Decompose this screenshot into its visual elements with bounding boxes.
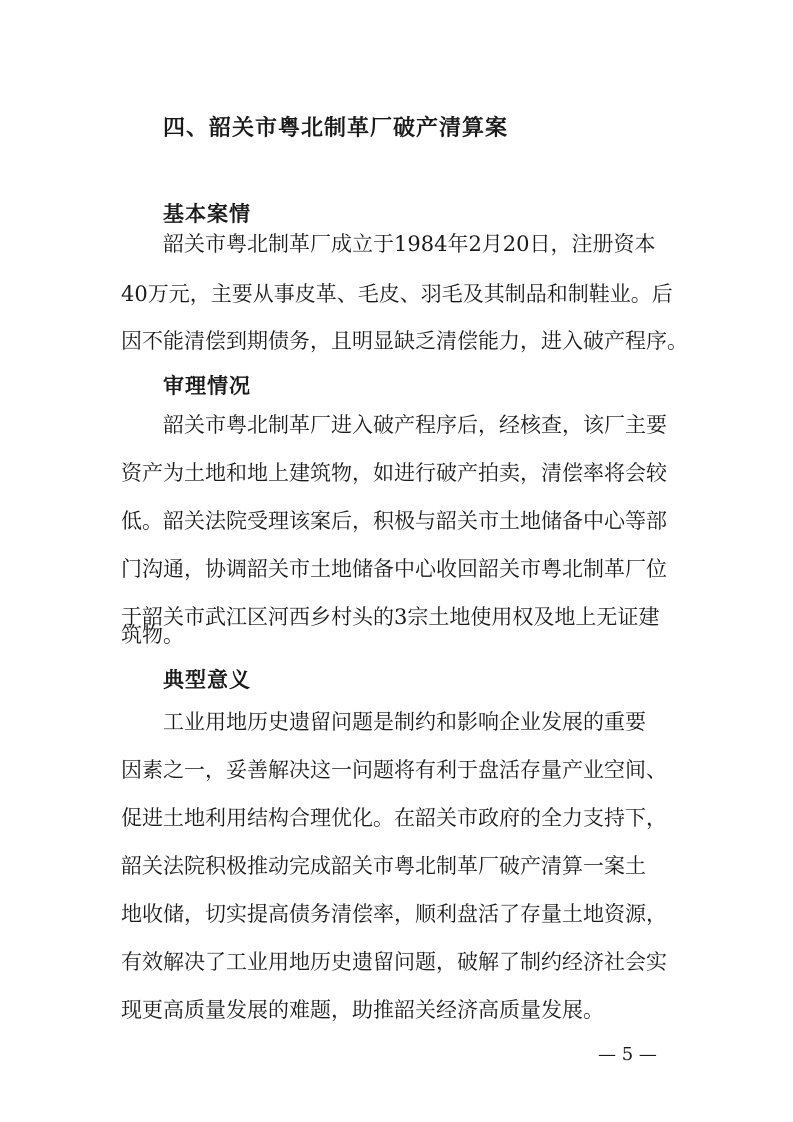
paragraph-line: 地收储，切实提高债务清偿率，顺利盘活了存量土地资源， — [121, 902, 667, 926]
paragraph-line: 于韶关市武江区河西乡村头的3宗土地使用权及地上无证建 — [121, 605, 660, 629]
paragraph-line: 韶关市粤北制革厂进入破产程序后，经核查，该厂主要 — [163, 413, 667, 437]
paragraph-line: 韶关市粤北制革厂成立于1984年2月20日，注册资本 — [163, 232, 656, 256]
paragraph-line: 40万元，主要从事皮革、毛皮、羽毛及其制品和制鞋业。后 — [121, 282, 673, 306]
section-heading-trial: 审理情况 — [163, 374, 251, 398]
paragraph-line: 促进土地利用结构合理优化。在韶关市政府的全力支持下， — [121, 806, 667, 830]
paragraph-line: 筑物。 — [121, 623, 184, 647]
paragraph-line: 工业用地历史遗留问题是制约和影响企业发展的重要 — [163, 710, 646, 734]
paragraph-line: 因素之一，妥善解决这一问题将有利于盘活存量产业空间、 — [121, 758, 667, 782]
page-number: — 5 — — [598, 1044, 657, 1065]
page-title: 四、韶关市粤北制革厂破产清算案 — [163, 116, 509, 141]
paragraph-line: 资产为土地和地上建筑物，如进行破产拍卖，清偿率将会较 — [121, 461, 667, 485]
paragraph-line: 门沟通，协调韶关市土地储备中心收回韶关市粤北制革厂位 — [121, 557, 667, 581]
section-heading-significance: 典型意义 — [163, 668, 251, 692]
paragraph-line: 因不能清偿到期债务，且明显缺乏清偿能力，进入破产程序。 — [121, 329, 688, 353]
section-heading-basic: 基本案情 — [163, 202, 251, 226]
paragraph-line: 韶关法院积极推动完成韶关市粤北制革厂破产清算一案土 — [121, 854, 646, 878]
paragraph-line: 现更高质量发展的难题，助推韶关经济高质量发展。 — [121, 998, 604, 1022]
paragraph-line: 低。韶关法院受理该案后，积极与韶关市土地储备中心等部 — [121, 509, 667, 533]
paragraph-line: 有效解决了工业用地历史遗留问题，破解了制约经济社会实 — [121, 950, 667, 974]
